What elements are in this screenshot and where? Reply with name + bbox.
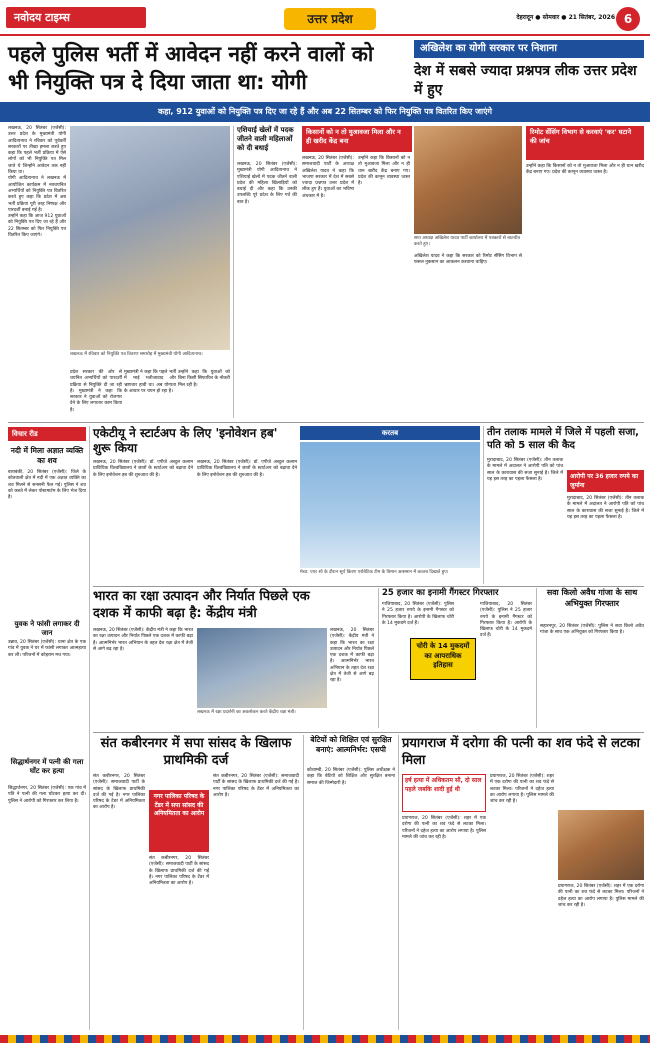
prayagraj-photo (558, 810, 644, 880)
akhilesh-sub1: किसानों को न तो मुआवजा मिला और न ही खरीद केंद्र बना (302, 126, 412, 152)
gangster-headline: 25 हजार का इनामी गैंगस्टर गिरफ्तार (382, 588, 499, 598)
akhilesh-body-right: उन्होंने कहा कि किसानों को न तो मुआवजा मिला और न ही धान खरीद केंद्र बनाए गए। प्रदेश की कानून व्यवस्था ध्वस्त है। (526, 164, 646, 176)
gangster-body-col1: गाजियाबाद, 20 सितंबर (एजेंसी): पुलिस ने 25 हजार रुपये के इनामी गैंगस्टर को गिरफ्तार किया है। आरोपी के खिलाफ चोरी के 14 मुकदमे दर्ज हैं। (382, 602, 456, 626)
section-label: उत्तर प्रदेश (284, 8, 376, 30)
column-divider (233, 126, 234, 418)
lead-deck: कहा, 912 युवाओं को नियुक्ति पत्र दिए जा रहे हैं और अब 22 सितम्बर को फिर नियुक्ति पत्र वितरित किए जाएंगे (157, 107, 493, 116)
sant-body-col3: संत कबीरनगर, 20 सितंबर (एजेंसी): समाजवादी पार्टी के सांसद के खिलाफ प्राथमिकी दर्ज की गई है। नगर पालिका परिषद के टेंडर में अनियमितता का आरोप है। (213, 774, 301, 798)
daughters-body: कौशाम्बी, 20 सितंबर (एजेंसी): पुलिस अधीक्षक ने कहा कि बेटियों को शिक्षित और सुरक्षित बनाना समाज की जिम्मेदारी है। (307, 768, 397, 786)
akhilesh-body1: लखनऊ, 20 सितंबर (एजेंसी): समाजवादी पार्टी के अध्यक्ष अखिलेश यादव ने कहा कि भाजपा सरकार में देश में सबसे ज्यादा प्रश्नपत्र उत्तर प्रदेश में लीक हुए हैं। युवाओं का भविष्य अंधकार में है। (302, 156, 356, 199)
talaq-body-col1: मुरादाबाद, 20 सितंबर (एजेंसी): तीन तलाक के मामले में अदालत ने आरोपी पति को पांच साल के कारावास की सजा सुनाई है। जिले में यह इस तरह का पहला फैसला है। (487, 458, 565, 482)
vichar-sub2: सिद्धार्थनगर में पत्नी की गला घोंट कर हत्या (10, 758, 84, 775)
defence-caption: लखनऊ में रक्षा प्रदर्शनी का अवलोकन करते केंद्रीय रक्षा मंत्री। (197, 710, 296, 715)
vichar-sub1-body: उन्नाव, 20 सितंबर (एजेंसी): थाना क्षेत्र के एक गांव में युवक ने घर में फांसी लगाकर आत्महत्या कर ली। परिजनों में कोहराम मच गया। (8, 640, 88, 658)
section-rule (93, 732, 644, 733)
akhilesh-body2: उन्होंने कहा कि किसानों को न तो मुआवजा मिला और न ही धान खरीद केंद्र बनाए गए। प्रदेश की कानून व्यवस्था ध्वस्त है। (358, 156, 412, 187)
vichar-kicker: विचार रीड (8, 427, 86, 441)
aktu-body-col1: लखनऊ, 20 सितंबर (एजेंसी): डॉ. एपीजे अब्दुल कलाम प्राविधिक विश्वविद्यालय ने छात्रों के स्टार्टअप को बढ़ावा देने के लिए इनोवेशन हब की शुरुआत की है। (93, 460, 195, 478)
column-divider (398, 735, 399, 1030)
ganja-headline: सवा किलो अवैध गांजा के साथ अभियुक्त गिरफ्तार (546, 588, 638, 608)
prayagraj-body-col1: प्रयागराज, 20 सितंबर (एजेंसी): शहर में एक दरोगा की पत्नी का शव फंदे से लटका मिला। परिजनों ने दहेज हत्या का आरोप लगाया है। पुलिस मामले की जांच कर रही है। (402, 816, 488, 840)
prayagraj-headline: प्रयागराज में दरोगा की पत्नी का शव फंदे से लटका मिला (402, 736, 640, 768)
masthead (0, 0, 650, 36)
lead-body-col3: मुख्यमंत्री ने कहा कि पहले भर्ती में भाई भतीजावाद और भ्रष्टाचार हावी था। अब योग्यता के आधार पर चयन हो रहा है। (124, 370, 178, 394)
akhilesh-sub2: रिमोट सेंसिंग विभाग से करवाएं 'कर' घटाने की जांच (526, 126, 644, 160)
sant-body-col1: संत कबीरनगर, 20 सितंबर (एजेंसी): समाजवादी पार्टी के सांसद के खिलाफ प्राथमिकी दर्ज की गई है। नगर पालिका परिषद के टेंडर में अनियमितता का आरोप है। (93, 774, 147, 811)
lead-photo (70, 126, 230, 350)
akhilesh-kicker: अखिलेश का योगी सरकार पर निशाना (414, 40, 644, 58)
sant-headline: संत कबीरनगर में सपा सांसद के खिलाफ प्राथमिकी दर्ज (100, 736, 292, 768)
column-divider (378, 588, 379, 728)
section-rule (8, 422, 644, 423)
women-body: लखनऊ, 20 सितंबर (एजेंसी): मुख्यमंत्री योगी आदित्यनाथ ने एशियाई खेलों में पदक जीतने वाली प्रदेश की महिला खिलाड़ियों को बधाई दी और कहा कि उनकी उपलब्धि पूरे प्रदेश के लिए गर्व की बात है। (237, 162, 299, 205)
vichar-body: बाराबंकी, 20 सितंबर (एजेंसी): जिले के कोतवाली क्षेत्र में नदी में एक अज्ञात व्यक्ति का शव मिलने से सनसनी फैल गई। पुलिस ने शव को कब्जे में लेकर पोस्टमार्टम के लिए भेज दिया है। (8, 470, 88, 501)
ganja-body: सहारनपुर, 20 सितंबर (एजेंसी): पुलिस ने सवा किलो अवैध गांजा के साथ एक अभियुक्त को गिरफ्तार किया है। (540, 624, 646, 636)
lead-body-col2: प्रदेश सरकार की ओर से चयनित अभ्यर्थियों को पारदर्शी प्रक्रिया से नियुक्ति दी जा रही है। मुख्यमंत्री ने कहा कि सरकार ने युवाओं को रोजगार देने के लिए लगातार काम किया है। (70, 370, 124, 413)
daughters-headline: बेटियों को शिक्षित एवं सुरक्षित बनाएं: आत्मनिर्भर: एसपी (310, 735, 392, 754)
column-divider (536, 588, 537, 728)
prayagraj-box: हर्ष हत्या में अधिकतम सौ, दो साल पहले जबकि शादी हुई थी (402, 774, 486, 812)
akhilesh-headline: देश में सबसे ज्यादा प्रश्नपत्र लीक उत्तर प्रदेश में हुए (414, 63, 637, 98)
masthead-rule (0, 34, 650, 36)
akhilesh-photo-caption: सपा अध्यक्ष अखिलेश यादव पार्टी कार्यालय में पत्रकारों से बातचीत करते हुए। (414, 236, 521, 247)
column-divider (483, 426, 484, 584)
vichar-sub2-body: सिद्धार्थनगर, 20 सितंबर (एजेंसी): एक गांव में पति ने पत्नी की गला घोंटकर हत्या कर दी। पुलिस ने आरोपी को गिरफ्तार कर लिया है। (8, 786, 88, 804)
page-number: 6 (616, 7, 640, 31)
aktu-headline: एकेटीयू ने स्टार्टअप के लिए 'इनोवेशन हब' शुरू किया (93, 426, 278, 455)
defence-photo (197, 628, 327, 708)
column-divider (89, 426, 90, 1030)
gangster-body-col2: गाजियाबाद, 20 सितंबर (एजेंसी): पुलिस ने 25 हजार रुपये के इनामी गैंगस्टर को गिरफ्तार किया है। आरोपी के खिलाफ चोरी के 14 मुकदमे दर्ज हैं। (480, 602, 534, 639)
lead-body-col1: लखनऊ, 20 सितंबर (एजेंसी): उत्तर प्रदेश के मुख्यमंत्री योगी आदित्यनाथ ने रविवार को पूर्ववर्ती सरकारों पर तीखा हमला करते हुए कहा कि पहले भर्ती प्रक्रिया में ऐसे लोगों को भी नियुक्ति पत्र मिल जाते थे जिन्होंने आवेदन तक नहीं किया था। योगी आदित्यनाथ ने लखनऊ में आयोजित कार्यक्रम में नवचयनित अभ्यर्थियों को नियुक्ति पत्र वितरित करते हुए कहा कि प्रदेश में अब भर्ती प्रक्रिया पूरी तरह निष्पक्ष और पारदर्शी बनाई गई है। उन्होंने कहा कि आज 912 युवाओं को नियुक्ति पत्र दिए जा रहे हैं और 22 सितम्बर को फिर नियुक्ति पत्र वितरित किए जाएंगे। (8, 126, 66, 239)
defence-body-col2: लखनऊ, 20 सितंबर (एजेंसी): केंद्रीय मंत्री ने कहा कि भारत का रक्षा उत्पादन और निर्यात पिछले एक दशक में काफी बढ़ा है। आत्मनिर्भर भारत अभियान के तहत देश रक्षा क्षेत्र में तेजी से आगे बढ़ रहा है। (330, 628, 376, 684)
defence-headline: भारत का रक्षा उत्पादन और निर्यात पिछले एक दशक में काफी बढ़ा है: केंद्रीय मंत्री (93, 589, 310, 621)
airshow-photo (300, 442, 480, 568)
airshow-caption: मेरठ: एयर शो के दौरान सूर्य किरण एरोबेटिक टीम के विमान आसमान में करतब दिखाते हुए। (300, 570, 449, 575)
prayagraj-body-col3: प्रयागराज, 20 सितंबर (एजेंसी): शहर में एक दरोगा की पत्नी का शव फंदे से लटका मिला। परिजनों ने दहेज हत्या का आरोप लगाया है। पुलिस मामले की जांच कर रही है। (558, 884, 646, 908)
defence-body-col1: लखनऊ, 20 सितंबर (एजेंसी): केंद्रीय मंत्री ने कहा कि भारत का रक्षा उत्पादन और निर्यात पिछले एक दशक में काफी बढ़ा है। आत्मनिर्भर भारत अभियान के तहत देश रक्षा क्षेत्र में तेजी से आगे बढ़ रहा है। (93, 628, 195, 652)
footer-bar (0, 1035, 650, 1043)
column-divider (303, 735, 304, 1030)
akhilesh-photo (414, 126, 522, 234)
sant-box: नगर पालिका परिषद के टेंडर में सपा सांसद की अनियमितता का आरोप (149, 790, 209, 852)
lead-photo-caption: लखनऊ में रविवार को नियुक्ति पत्र वितरण समारोह में मुख्यमंत्री योगी आदित्यनाथ। (70, 352, 203, 357)
talaq-body-col2: मुरादाबाद, 20 सितंबर (एजेंसी): तीन तलाक के मामले में अदालत ने आरोपी पति को पांच साल के कारावास की सजा सुनाई है। जिले में यह इस तरह का पहला फैसला है। (567, 496, 646, 520)
vichar-sub1: युवक ने फांसी लगाकर दी जान (14, 620, 80, 637)
akhilesh-body3: अखिलेश यादव ने कहा कि सरकार को रिमोट सेंसिंग विभाग से फसल नुकसान का आकलन करवाना चाहिए। (414, 254, 524, 266)
sant-body-col2: संत कबीरनगर, 20 सितंबर (एजेंसी): समाजवादी पार्टी के सांसद के खिलाफ प्राथमिकी दर्ज की गई है। नगर पालिका परिषद के टेंडर में अनियमितता का आरोप है। (149, 856, 211, 887)
brand-logo: नवोदय टाइम्स (6, 7, 146, 28)
women-headline: एशियाई खेलों में पदक जीतने वाली महिलाओं को दी बधाई (237, 126, 294, 152)
dateline: देहरादून ● सोमवार ● 21 सितंबर, 2026 (516, 14, 615, 21)
gangster-box: चोरी के 14 मुकदमों का आपराधिक इतिहास (410, 638, 476, 680)
talaq-headline: तीन तलाक मामले में जिले में पहली सजा, पति को 5 साल की कैद (487, 427, 639, 451)
section-rule (93, 586, 644, 587)
vichar-headline: नदी में मिला अज्ञात व्यक्ति का शव (10, 446, 84, 465)
lead-body-col4: उन्होंने कहा कि युवाओं को बिना किसी सिफारिश के नौकरी मिल रही है। (178, 370, 232, 388)
kartab-kicker: करतब (300, 426, 480, 440)
lead-headline: पहले पुलिस भर्ती में आवेदन नहीं करने वालों को भी नियुक्ति पत्र दे दिया जाता था: योगी (8, 42, 374, 94)
talaq-box: आरोपी पर 36 हजार रुपये का जुर्माना (567, 470, 644, 492)
aktu-body-col2: लखनऊ, 20 सितंबर (एजेंसी): डॉ. एपीजे अब्दुल कलाम प्राविधिक विश्वविद्यालय ने छात्रों के स्टार्टअप को बढ़ावा देने के लिए इनोवेशन हब की शुरुआत की है। (197, 460, 299, 478)
prayagraj-body-col2: प्रयागराज, 20 सितंबर (एजेंसी): शहर में एक दरोगा की पत्नी का शव फंदे से लटका मिला। परिजनों ने दहेज हत्या का आरोप लगाया है। पुलिस मामले की जांच कर रही है। (490, 774, 556, 805)
